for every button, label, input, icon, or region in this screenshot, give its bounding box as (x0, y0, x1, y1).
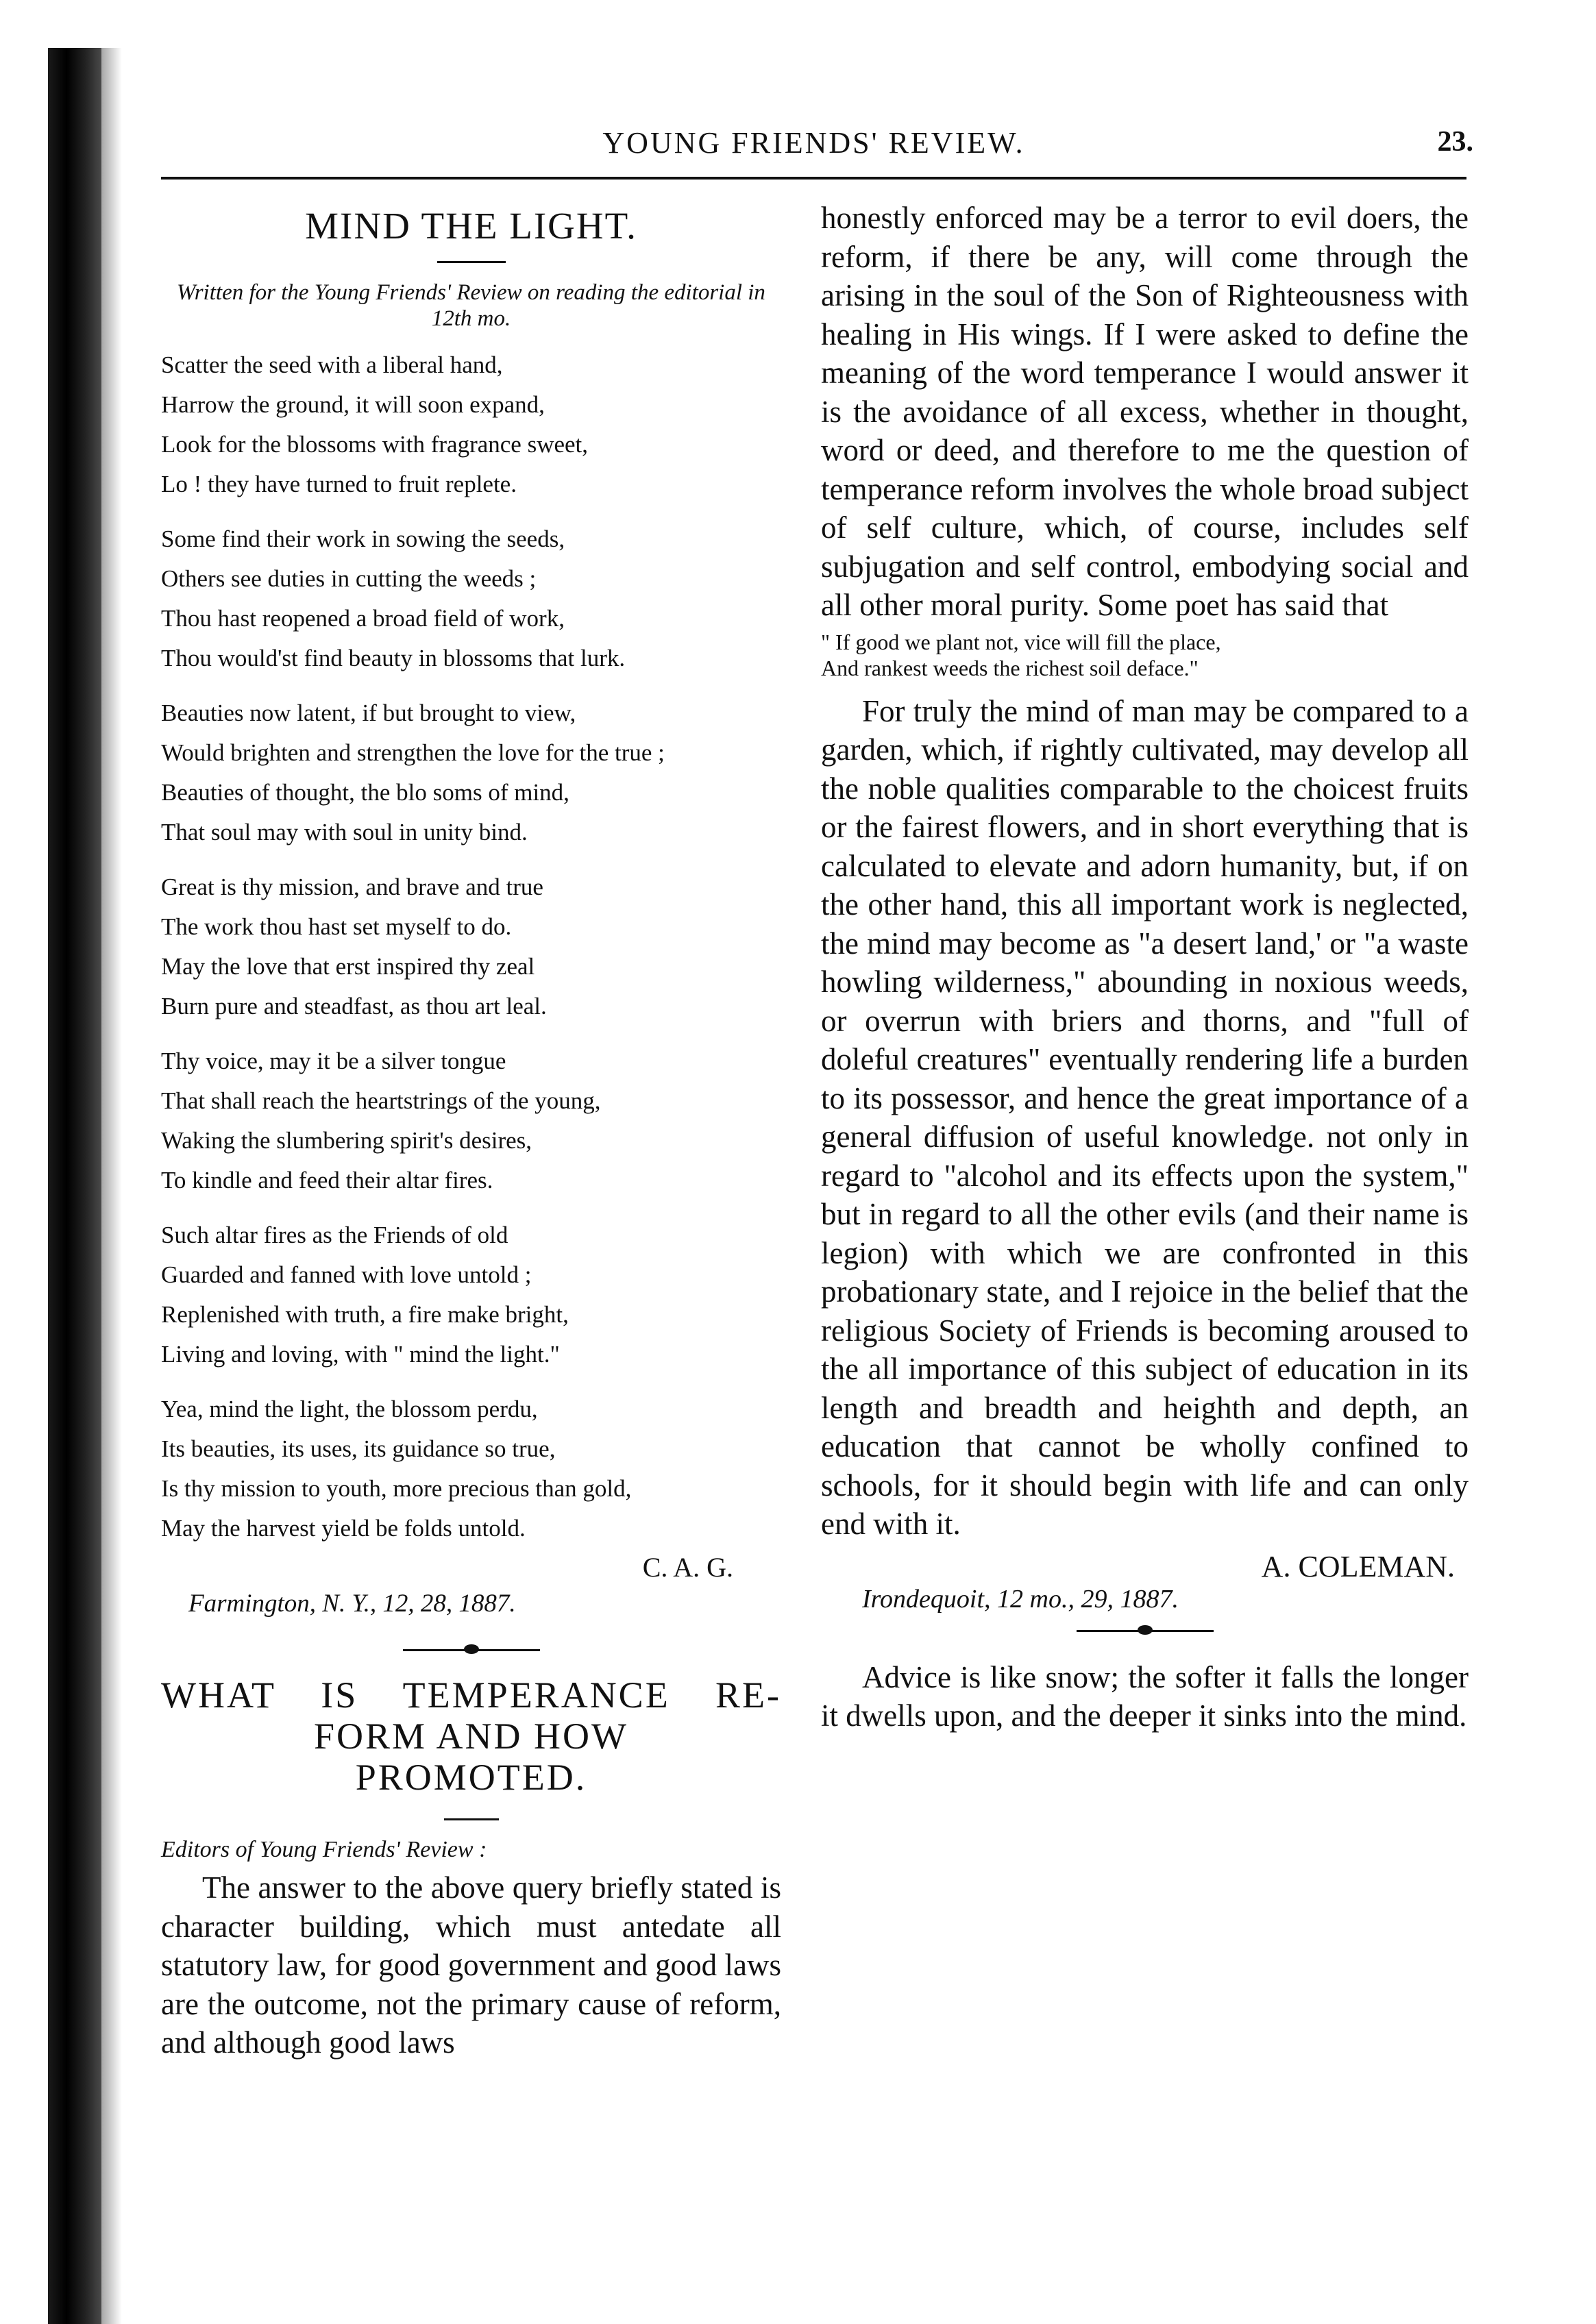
poem-line: Thou would'st find beauty in blossoms that lurk. (161, 645, 626, 671)
quote-line: " If good we plant not, vice will fill the place, (821, 629, 1221, 654)
article-title-rule (444, 1818, 499, 1820)
poem-line: Beauties now latent, if but brought to view, (161, 700, 576, 726)
poem-line: Such altar fires as the Friends of old (161, 1222, 508, 1248)
poet-quote (821, 629, 1469, 681)
poem-line: Living and loving, with " mind the light." (161, 1341, 560, 1368)
article-paragraph: The answer to the above query briefly stated is character building, which must antedate all statutory law, for good government and good laws are the outcome, not the primary cause of reform, and although good laws (161, 1870, 781, 2060)
poem-line: May the harvest yield be folds untold. (161, 1515, 526, 1542)
stanza (161, 693, 781, 852)
poem-line: Thy voice, may it be a silver tongue (161, 1048, 506, 1074)
poem-line: Scatter the seed with a liberal hand, (161, 351, 503, 378)
poem-body (161, 345, 781, 1548)
stanza (161, 1389, 781, 1548)
article-title-line: PROMOTED. (355, 1757, 587, 1798)
article-title-line: WHAT IS TEMPERANCE RE- (161, 1674, 781, 1716)
article-title (161, 1674, 781, 1798)
header-rule (161, 177, 1466, 180)
binding-shadow (48, 48, 101, 2324)
quote-line: And rankest weeds the richest soil deface." (821, 655, 1199, 680)
poem-signature: C. A. G. (642, 1552, 733, 1583)
stanza (161, 345, 781, 504)
section-ornament (821, 1624, 1469, 1637)
poem-line: Great is thy mission, and brave and true (161, 874, 543, 900)
poem-line: Guarded and fanned with love untold ; (161, 1261, 532, 1288)
poem-line: Would brighten and strengthen the love for the true ; (161, 739, 665, 766)
poem-line: Yea, mind the light, the blossom perdu, (161, 1396, 538, 1422)
title-rule (437, 261, 506, 263)
poem-line: May the love that erst inspired thy zeal (161, 953, 535, 980)
stanza (161, 519, 781, 678)
poem-subtitle: Written for the Young Friends' Review on reading the editorial in 12th mo. (177, 280, 765, 331)
poem-line: That shall reach the heartstrings of the young, (161, 1087, 601, 1114)
ornament-diamond (464, 1644, 479, 1654)
poem-place-date: Farmington, N. Y., 12, 28, 1887. (188, 1590, 516, 1618)
running-header (161, 122, 1473, 164)
poem-line: Lo ! they have turned to fruit replete. (161, 471, 517, 497)
stanza (161, 867, 781, 1026)
stanza (161, 1215, 781, 1374)
article-place-date: Irondequoit, 12 mo., 29, 1887. (862, 1584, 1179, 1614)
poem-line: Replenished with truth, a fire make bright, (161, 1301, 569, 1328)
article-signature: A. COLEMAN. (1261, 1549, 1455, 1583)
right-column (821, 199, 1469, 1735)
stanza (161, 1041, 781, 1200)
poem-line: Is thy mission to youth, more precious than gold, (161, 1475, 632, 1502)
article-paragraph: For truly the mind of man may be compared to a garden, which, if rightly cultivated, may develop all the noble qualities comparable to the choicest fruits or the fairest flowers, and in short everything that is calculated to elevate and adorn humanity, but, if on the other hand, this all important work is neglected, the mind may become as "a desert land,' or "a waste howling wilderness," abounding in noxious weeds, or overrun with briers and thorns, and "full of doleful creatures" eventually rendering life a burden to its possessor, and hence the great importance of a general diffusion of useful knowledge. not only in regard to "alcohol and its effects upon the system," but in regard to all the other evils (and their name is legion) with which we are confronted in this probationary state, and I rejoice in the belief that the religious Society of Friends is becoming aroused to the all importance of this subject of education in its length and breadth and heighth and depth, an education that cannot be wholly confined to schools, for it should begin with life and can only end with it. (821, 693, 1469, 1541)
poem-line: Beauties of thought, the blo soms of mind, (161, 779, 569, 806)
section-ornament (161, 1643, 781, 1657)
closing-aphorism: Advice is like snow; the softer it falls the longer it dwells upon, and the deeper it sinks into the mind. (821, 1659, 1469, 1733)
poem-line: Waking the slumbering spirit's desires, (161, 1127, 532, 1154)
article-paragraph-continued: honestly enforced may be a terror to evil doers, the reform, if there be any, will come through the arising in the soul of the Son of Righteousness with healing in His wings. If I were asked to define the meaning of the word temperance I would answer it is the avoidance of all excess, whether in thought, word or deed, and therefore to me the question of temperance reform involves the whole broad subject of self culture, which, of course, includes self subjugation and self control, embodying social and all other moral purity. Some poet has said that (821, 201, 1469, 622)
poem-line: Harrow the ground, it will soon expand, (161, 391, 545, 418)
poem-line: Look for the blossoms with fragrance sweet, (161, 431, 589, 458)
poem-line: Burn pure and steadfast, as thou art leal. (161, 993, 547, 1019)
ornament-diamond (1138, 1625, 1153, 1635)
poem-line: Others see duties in cutting the weeds ; (161, 565, 537, 592)
left-column (161, 199, 781, 2062)
poem-line: The work thou hast set myself to do. (161, 913, 512, 940)
journal-title: YOUNG FRIENDS' REVIEW. (602, 126, 1025, 160)
poem-title: MIND THE LIGHT. (305, 205, 637, 247)
poem-line: Thou hast reopened a broad field of work, (161, 605, 565, 632)
editors-salutation: Editors of Young Friends' Review : (161, 1837, 487, 1862)
poem-line: To kindle and feed their altar fires. (161, 1167, 493, 1194)
article-title-line: FORM AND HOW (313, 1716, 629, 1757)
poem-line: Its beauties, its uses, its guidance so true, (161, 1435, 556, 1462)
poem-line: Some find their work in sowing the seeds, (161, 526, 565, 552)
poem-line: That soul may with soul in unity bind. (161, 819, 528, 845)
page-number: 23. (1437, 126, 1473, 158)
